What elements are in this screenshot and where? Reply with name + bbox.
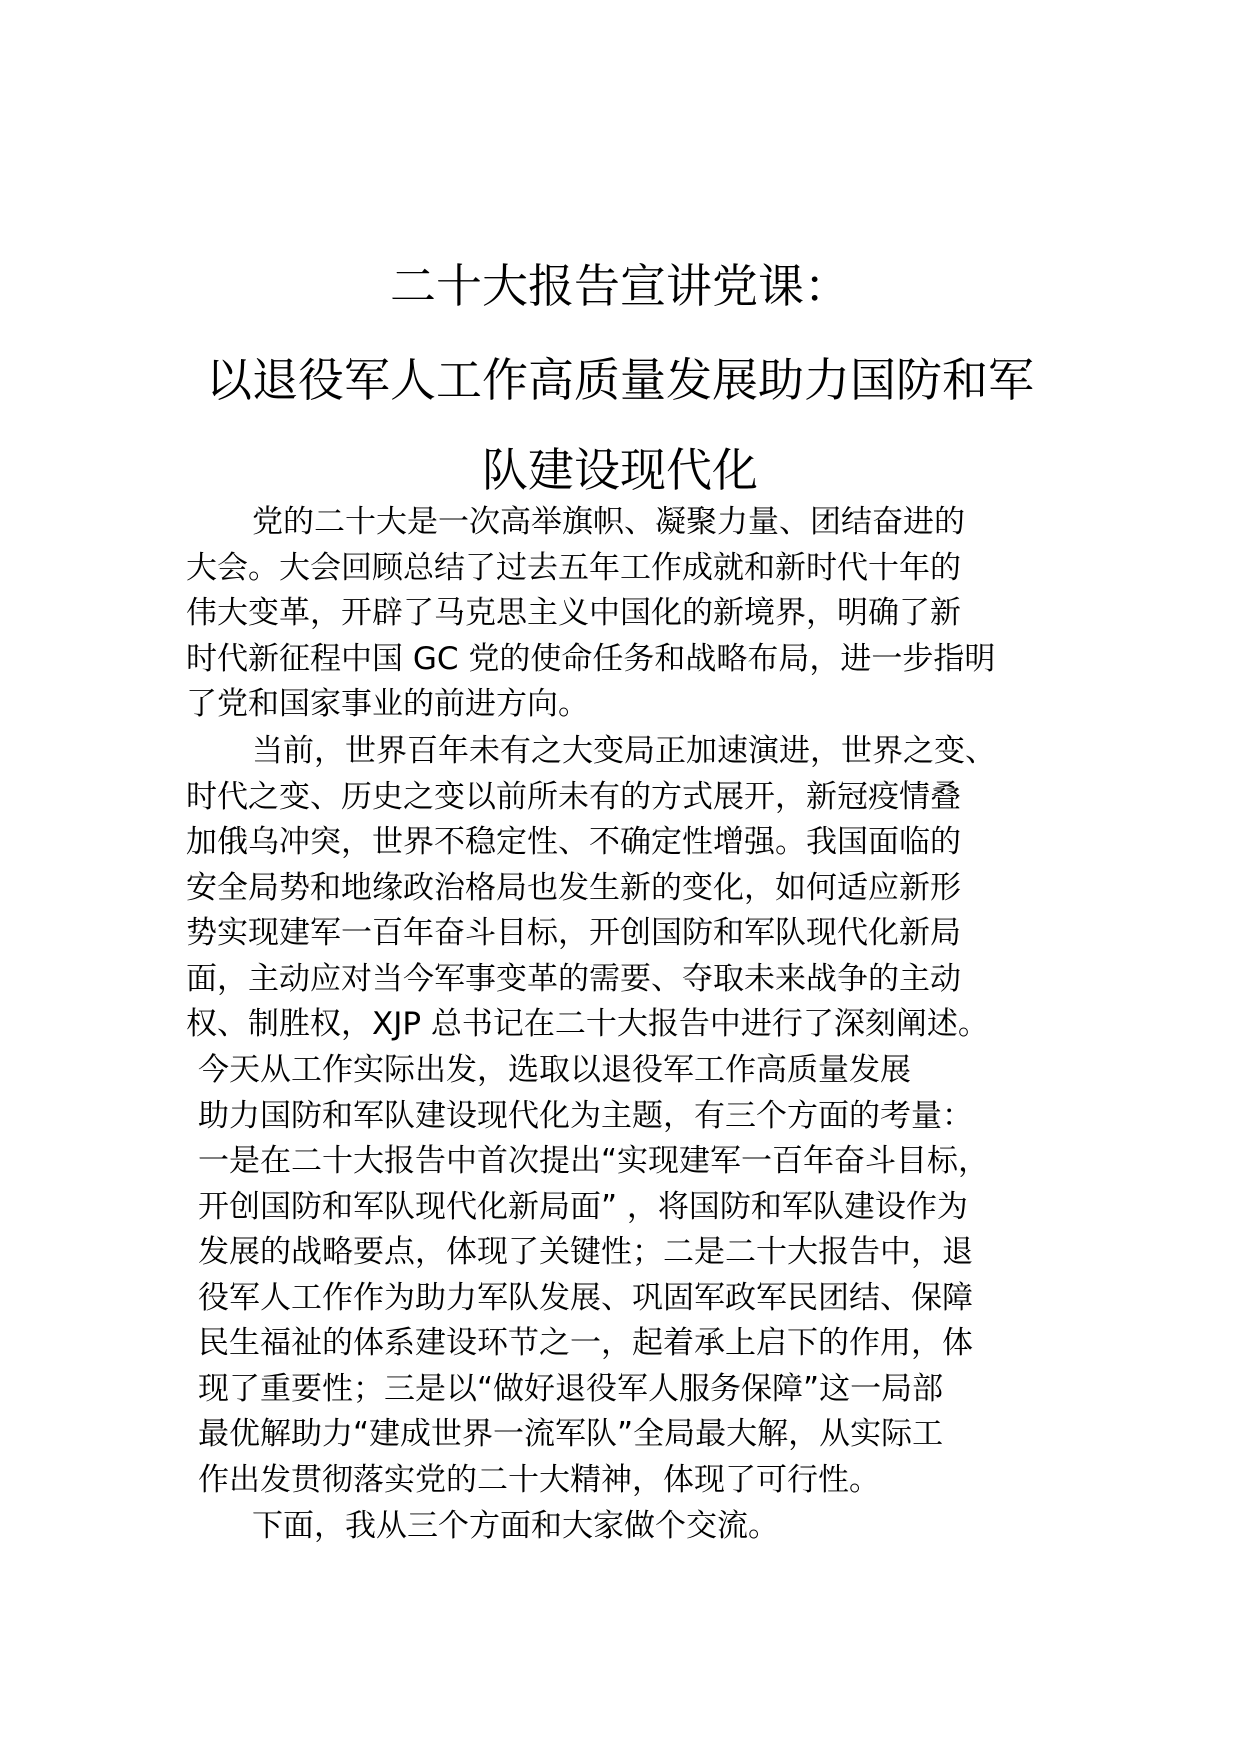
paragraph-line: 今天从工作实际出发，选取以退役军工作高质量发展 xyxy=(198,1052,911,1088)
paragraph-line: 时代新征程中国 GC 党的使命任务和战略布局，进一步指明 xyxy=(186,640,996,677)
paragraph-line: 助力国防和军队建设现代化为主题，有三个方面的考量： xyxy=(198,1097,973,1134)
paragraph-line: 一是在二十大报告中首次提出“实现建军一百年奋斗目标， xyxy=(198,1143,990,1179)
paragraph-3 xyxy=(186,1048,1086,1503)
paragraph-line: 面，主动应对当今军事变革的需要、夺取未来战争的主动 xyxy=(186,960,961,997)
paragraph-line: 发展的战略要点，体现了关键性；二是二十大报告中，退 xyxy=(198,1234,973,1270)
paragraph-line: 党的二十大是一次高举旗帜、凝聚力量、团结奋进的 xyxy=(252,504,965,540)
title-line-2: 以退役军人工作高质量发展助力国防和军 xyxy=(206,353,1034,407)
paragraph-1 xyxy=(186,500,1086,728)
paragraph-4 xyxy=(186,1504,1086,1550)
paragraph-line: 势实现建军一百年奋斗目标，开创国防和军队现代化新局 xyxy=(186,915,961,951)
paragraph-line: 权、制胜权，XJP 总书记在二十大报告中进行了深刻阐述。 xyxy=(186,1006,989,1042)
title-line-3: 队建设现代化 xyxy=(482,443,758,497)
paragraph-line: 当前，世界百年未有之大变局正加速演进，世界之变、 xyxy=(252,733,996,769)
paragraph-line: 现了重要性；三是以“做好退役军人服务保障”这一局部 xyxy=(198,1370,944,1407)
paragraph-line: 开创国防和军队现代化新局面” ，将国防和军队建设作为 xyxy=(198,1188,968,1225)
paragraph-line: 时代之变、历史之变以前所未有的方式展开，新冠疫情叠 xyxy=(186,778,961,815)
paragraph-line: 作出发贯彻落实党的二十大精神，体现了可行性。 xyxy=(198,1461,880,1498)
paragraph-line: 伟大变革，开辟了马克思主义中国化的新境界，明确了新 xyxy=(186,595,961,631)
paragraph-line: 最优解助力“建成世界一流军队”全局最大解，从实际工 xyxy=(198,1416,944,1452)
paragraph-line: 加俄乌冲突，世界不稳定性、不确定性增强。我国面临的 xyxy=(186,824,961,860)
paragraph-line: 下面，我从三个方面和大家做个交流。 xyxy=(252,1508,779,1544)
title-line-1: 二十大报告宣讲党课： xyxy=(390,259,850,313)
paragraph-2 xyxy=(186,729,1086,1048)
paragraph-line: 安全局势和地缘政治格局也发生新的变化，如何适应新形 xyxy=(186,869,961,906)
paragraph-line: 民生福祉的体系建设环节之一，起着承上启下的作用，体 xyxy=(198,1325,973,1361)
paragraph-line: 大会。大会回顾总结了过去五年工作成就和新时代十年的 xyxy=(186,549,961,586)
paragraph-line: 役军人工作作为助力军队发展、巩固军政军民团结、保障 xyxy=(198,1279,973,1316)
paragraph-line: 了党和国家事业的前进方向。 xyxy=(186,686,589,722)
